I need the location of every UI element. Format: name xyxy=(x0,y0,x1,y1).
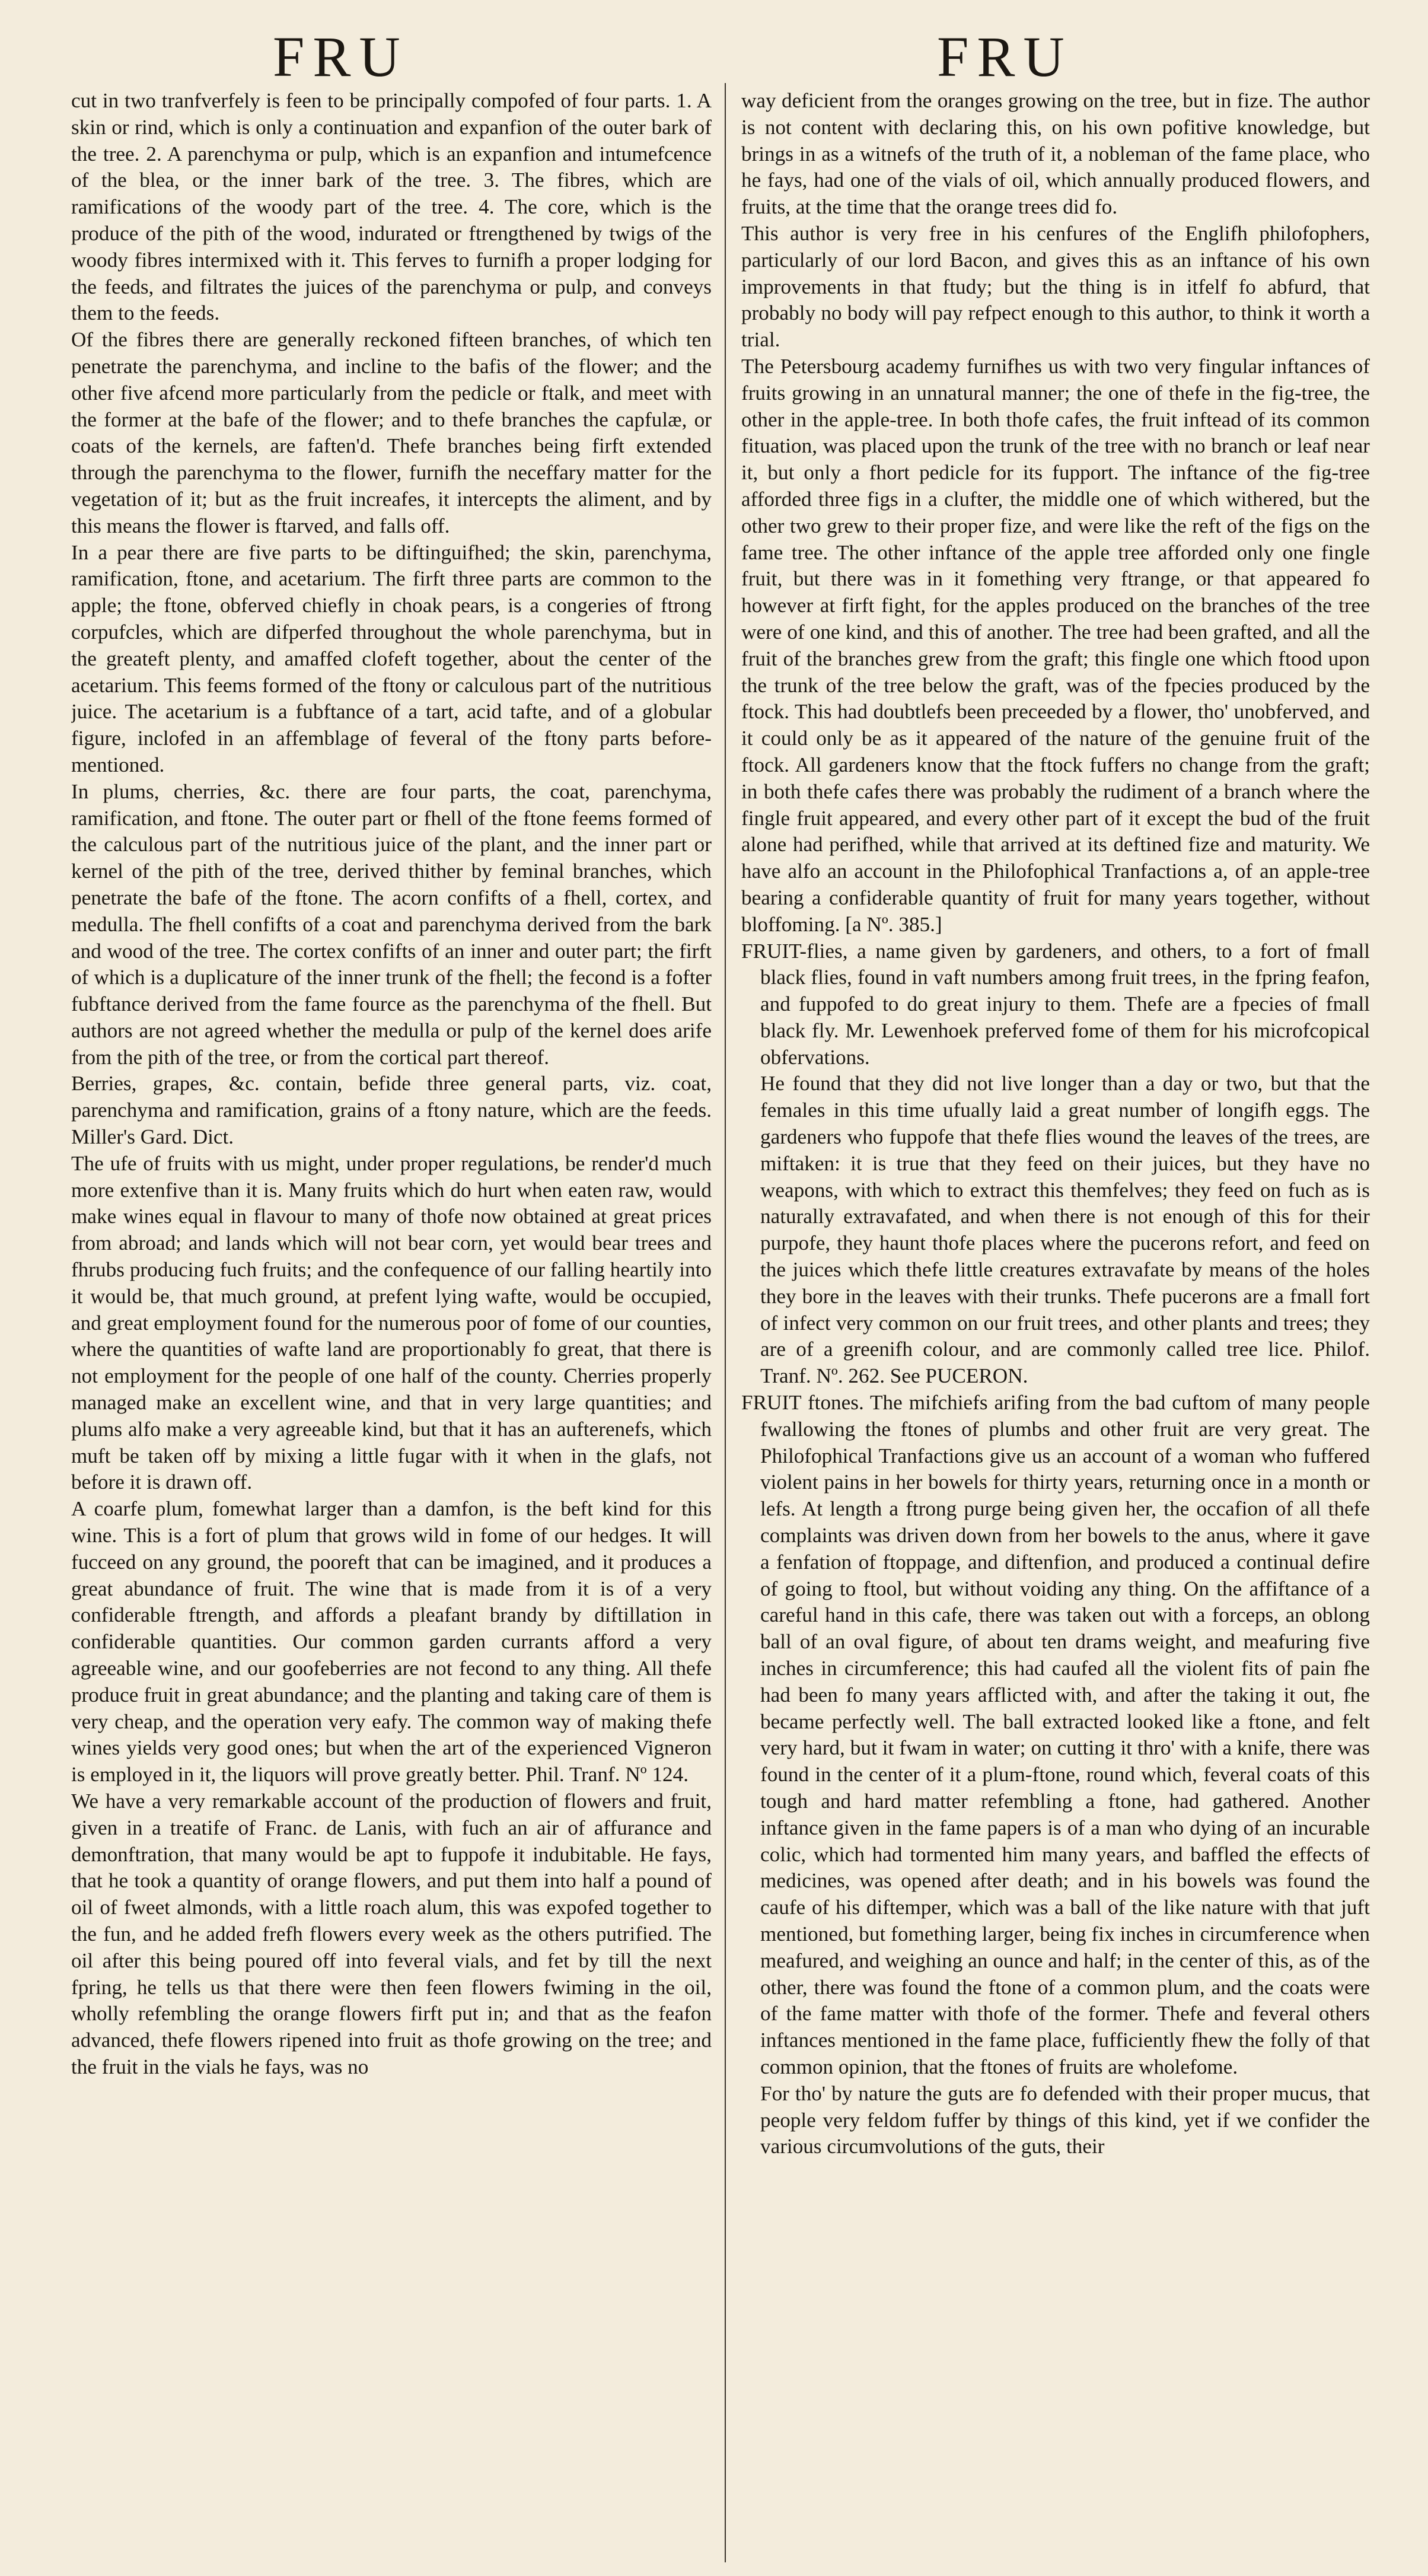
paragraph-censures: This author is very free in his cenfures of the Englifh philofophers, particularly of our lord Bacon, and gives this as an inftance of his own improvements in that ftudy; but the thing is in itfelf fo abfurd, that probably no body will pay refpect enough to this author, to think it worth a trial. xyxy=(741,221,1370,352)
paragraph-petersbourg: The Petersbourg academy furnifhes us with two very fingular inftances of fruits growing in an unnatural manner; the one of thefe in the fig-tree, the other in the apple-tree. In both thofe cafes, the fruit inftead of its common fituation, was placed upon the trunk of the tree with no branch or leaf near it, but only a fhort pedicle for its fupport. The inftance of the fig-tree afforded three figs in a clufter, the middle one of which withered, but the other two grew to their proper fize, and were like the reft of the figs on the fame tree. The other inftance of the apple tree afforded only one fingle fruit, but there was in it fomething very ftrange, or that appeared fo however at firft fight, for the apples produced on the branches of the tree were of one kind, and this of another. The tree had been grafted, and all the fruit of the branches grew from the graft; this fingle one which ftood upon the trunk of the tree below the graft, was of the fpecies produced by the ftock. This had doubtlefs been preceeded by a flower, tho' unobferved, and it could only be as it appeared of the nature of the genuine fruit of the ftock. All gardeners know that the ftock fuffers no change from the graft; in both thefe cafes there was probably the rudiment of a branch where the fingle fruit appeared, and every other part of it except the bud of the fruit alone had perifhed, while that arrived at its deftined fize and maturity. We have alfo an account in the Philofophical Tranfactions a, of an apple-tree bearing a confiderable quantity of fruit for many years together, without bloffoming. [a Nº. 385.] xyxy=(741,354,1370,936)
page-header xyxy=(0,24,1428,89)
paragraph-guts-mucus: For tho' by nature the guts are fo defended with their proper mucus, that people very feldom fuffer by things of this kind, yet if we confider the various circumvolutions of the guts, their xyxy=(760,2081,1370,2158)
left-column xyxy=(71,88,712,2567)
paragraph-lanis-account: We have a very remarkable account of the production of flowers and fruit, given in a treatife of Franc. de Lanis, with fuch an air of affurance and demonftration, that many would be apt to fuppofe it indubitable. He fays, that he took a quantity of orange flowers, and put them into half a pound of oil of fweet almonds, with a little roach alum, this was expofed together to the fun, and he added frefh flowers every week as the others putrified. The oil after this being poured off into feveral vials, and fet by till the next fpring, he tells us that there were then feen flowers fwiming in the oil, wholly refembling the orange flowers firft put in; and that as the feafon advanced, thefe flowers ripened into fruit as thofe growing on the tree; and the fruit in the vials he fays, was no xyxy=(71,1789,712,2078)
paragraph-fibres: Of the fibres there are generally reckoned fifteen branches, of which ten penetrate the parenchyma, and incline to the bafis of the flower; and the other five afcend more particularly from the pedicle or ftalk, and meet with the former at the bafe of the flower; and to thefe branches the capfulæ, or coats of the kernels, are faften'd. Thefe branches being firft extended through the parenchyma to the flower, furnifh the neceffary matter for the vegetation of it; but as the fruit increafes, it intercepts the aliment, and by this means the flower is ftarved, and falls off. xyxy=(71,328,712,537)
paragraph-flies-lifespan: He found that they did not live longer than a day or two, but that the females in this time ufually laid a great number of longifh eggs. The gardeners who fuppofe that thefe flies wound the leaves of the trees, are miftaken: it is true that they feed on their juices, but they have no weapons, with which to extract this themfelves; they feed on fuch as is naturally extravafated, and when there is not enough of this for their purpofe, they haunt thofe places where the pucerons refort, and feed on the juices which thefe little creatures extravafate by means of the holes they bore in the leaves with their trunks. Thefe pucerons are a fmall fort of infect very common on our fruit trees, and other plants and trees; they are of a greenifh colour, and are commonly called tree lice. Philof. Tranf. Nº. 262. See PUCERON. xyxy=(760,1072,1370,1388)
left-running-headword: FRU xyxy=(273,25,409,88)
paragraph-pear: In a pear there are five parts to be diftinguifhed; the skin, parenchyma, ramification, ftone, and acetarium. The firft three parts are common to the apple; the ftone, obferved chiefly in choak pears, is a congeries of ftrong corpufcles, which are difperfed throughout the whole parenchyma, but in the greateft plenty, and amaffed clofeft together, about the center of the acetarium. This feems formed of the ftony or calculous part of the nutritious juice. The acetarium is a fubftance of a tart, acid tafte, and of a globular figure, inclofed in an affemblage of feveral of the ftony parts before-mentioned. xyxy=(71,540,712,776)
paragraph-coarse-plum: A coarfe plum, fomewhat larger than a damfon, is the beft kind for this wine. This is a fort of plum that grows wild in fome of our hedges. It will fucceed on any ground, the pooreft that can be imagined, and it produces a great abundance of fruit. The wine that is made from it is of a very confiderable ftrength, and affords a pleafant brandy by diftillation in confiderable quantities. Our common garden currants afford a very agreeable wine, and our goofeberries are not fecond to any thing. All thefe produce fruit in great abundance; and the planting and taking care of them is very cheap, and the operation very eafy. The common way of making thefe wines yields very good ones; but when the art of the experienced Vigneron is employed in it, the liquors will prove greatly better. Phil. Tranf. Nº 124. xyxy=(71,1497,712,1787)
paragraph-plums-cherries: In plums, cherries, &c. there are four parts, the coat, parenchyma, ramification, and ftone. The outer part or fhell of the ftone feems formed of the calculous part of the nutritious juice of the plant, and the inner part or kernel of the pith of the tree, derived thither by feminal branches, which penetrate the bafe of the ftone. The acorn confifts of a fhell, cortex, and medulla. The fhell confifts of a coat and parenchyma derived from the bark and wood of the tree. The cortex confifts of an inner and outer part; the firft of which is a duplicature of the inner trunk of the fhell; the fecond is a fofter fubftance derived from the fame fource as the parenchyma of the fhell. But authors are not agreed whether the medulla or pulp of the kernel does arife from the pith of the tree, or from the cortical part thereof. xyxy=(71,779,712,1069)
entry-fruit-flies: FRUIT-flies, a name given by gardeners, and others, to a fort of fmall black flies, found in vaft numbers among fruit trees, in the fpring feafon, and fuppofed to do great injury to them. Thefe are a fpecies of fmall black fly. Mr. Lewenhoek preferved fome of them for his microfcopical obfervations. xyxy=(741,939,1370,1069)
entry-fruit-stones: FRUIT ftones. The mifchiefs arifing from the bad cuftom of many people fwallowing the ftones of plumbs and other fruit are very great. The Philofophical Tranfactions give us an account of a woman who fuffered violent pains in her bowels for thirty years, returning once in a month or lefs. At length a ftrong purge being given her, the occafion of all thefe complaints was driven down from her bowels to the anus, where it gave a fenfation of ftoppage, and diftenfion, and produced a continual defire of going to ftool, but without voiding any thing. On the affiftance of a careful hand in this cafe, there was taken out with a forceps, an oblong ball of an oval figure, of about ten drams weight, and meafuring five inches in circumference; this had caufed all the violent fits of pain fhe had been fo many years afflicted with, and after the taking it out, fhe became perfectly well. The ball extracted looked like a ftone, and felt very hard, but it fwam in water; on cutting it thro' with a knife, there was found in the center of it a plum-ftone, round which, feveral coats of this tough and hard matter refembling a ftone, had gathered. Another inftance given in the fame papers is of a man who dying of an incurable colic, which had tormented him many years, and baffled the effects of medicines, was opened after death; and in his bowels was found the caufe of his diftemper, which was a ball of the like nature with that juft mentioned, but fomething larger, being fix inches in circumference when meafured, and weighing an ounce and half; in the center of this, as of the other, there was found the ftone of a common plum, and the coats were of the fame matter with thofe of the former. Thefe and feveral others inftances mentioned in the fame place, fufficiently fhew the folly of that common opinion, that the ftones of fruits are wholefome. xyxy=(741,1391,1370,2078)
paragraph-oranges: way deficient from the oranges growing on the tree, but in fize. The author is not content with declaring this, on his own pofitive knowledge, but brings in as a witnefs of the truth of it, a nobleman of the fame place, who he fays, had one of the vials of oil, which annually produced flowers, and fruits, at the time that the orange trees did fo. xyxy=(741,89,1370,219)
right-running-headword: FRU xyxy=(937,25,1073,88)
right-column xyxy=(741,88,1370,2567)
column-divider xyxy=(725,83,726,2562)
paragraph-berries: Berries, grapes, &c. contain, befide three general parts, viz. coat, parenchyma and ramification, grains of a ftony nature, which are the feeds. Miller's Gard. Dict. xyxy=(71,1072,712,1149)
paragraph-fruit-parts: cut in two tranfverfely is feen to be principally compofed of four parts. 1. A skin or rind, which is only a continuation and expanfion of the outer bark of the tree. 2. A parenchyma or pulp, which is an expanfion and intumefcence of the blea, or the inner bark of the tree. 3. The fibres, which are ramifications of the woody part of the tree. 4. The core, which is the produce of the pith of the wood, indurated or ftrengthened by twigs of the woody fibres intermixed with it. This ferves to furnifh a proper lodging for the feeds, and filtrates the juices of the parenchyma or pulp, and conveys them to the feeds. xyxy=(71,89,712,325)
paragraph-use-of-fruits: The ufe of fruits with us might, under proper regulations, be render'd much more extenfive than it is. Many fruits which do hurt when eaten raw, would make wines equal in flavour to many of thofe now obtained at great prices from abroad; and lands which will not bear corn, yet would bear trees and fhrubs producing fuch fruits; and the confequence of our falling heartily into it would be, that much ground, at prefent lying wafte, would be occupied, and great employment found for the numerous poor of fome of our counties, where the quantities of wafte land are proportionably fo great, that there is not employment for the people of one half of the county. Cherries properly managed make an excellent wine, and that in very large quantities; and plums alfo make a very agreeable kind, but that it has an aufterenefs, which muft be taken off by mixing a little fugar with it when in the glafs, not before it is drawn off. xyxy=(71,1151,712,1494)
